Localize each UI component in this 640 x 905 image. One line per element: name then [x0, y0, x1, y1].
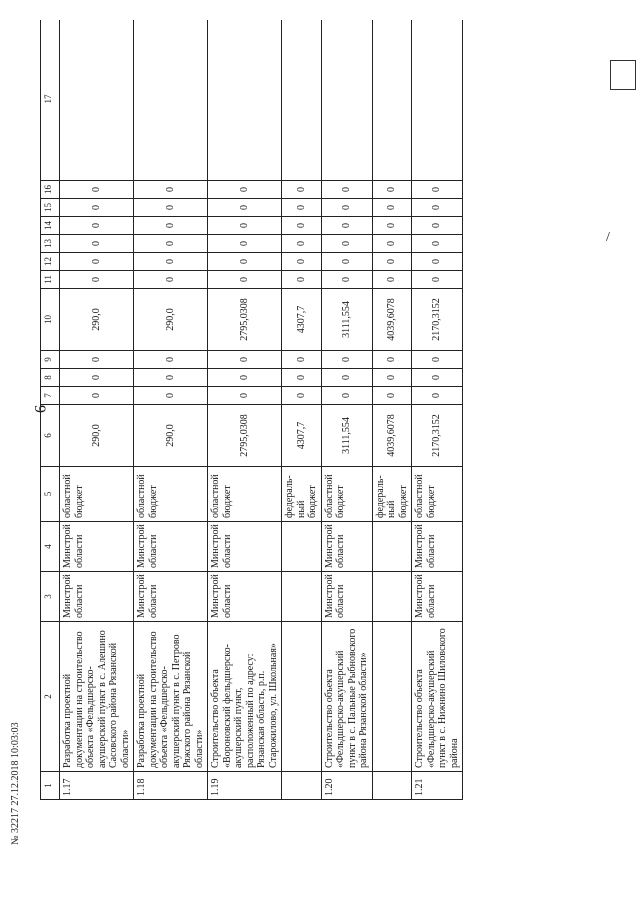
table-cell-c3: Минстрой области: [60, 572, 134, 622]
rotated-table-area: [40, 20, 600, 800]
table-cell-c6: 2170,3152: [412, 405, 463, 467]
table-cell-c7: 0: [134, 387, 208, 405]
table-cell-c6: 290,0: [134, 405, 208, 467]
table-cell-c14: 0: [282, 217, 322, 235]
table-cell-c16: 0: [282, 181, 322, 199]
table-cell-c4: Минстрой области: [60, 522, 134, 572]
table-cell-17: [208, 20, 282, 181]
table-cell-c6: 2795,0308: [208, 405, 282, 467]
table-cell-c14: 0: [208, 217, 282, 235]
table-cell-c9: 0: [60, 351, 134, 369]
table-cell-c14: 0: [60, 217, 134, 235]
table-cell-c8: 0: [372, 369, 412, 387]
table-cell-c15: 0: [412, 199, 463, 217]
table-cell-c14: 0: [412, 217, 463, 235]
column-header: 14: [41, 217, 60, 235]
table-row: [134, 20, 208, 800]
table-cell-c13: 0: [321, 235, 372, 253]
table-cell-c12: 0: [321, 253, 372, 271]
table-cell-c13: 0: [372, 235, 412, 253]
table-cell-c15: 0: [321, 199, 372, 217]
table-row: [372, 20, 412, 800]
corner-stamp: [610, 60, 636, 90]
table-cell-c8: 0: [134, 369, 208, 387]
table-cell-c7: 0: [372, 387, 412, 405]
table-cell-c11: 0: [412, 271, 463, 289]
table-cell-c14: 0: [134, 217, 208, 235]
table-cell-c9: 0: [134, 351, 208, 369]
table-cell-c9: 0: [282, 351, 322, 369]
table-cell-c11: 0: [208, 271, 282, 289]
table-cell-17: [60, 20, 134, 181]
table-cell-c13: 0: [208, 235, 282, 253]
table-cell-c15: 0: [60, 199, 134, 217]
table-cell-c11: 0: [321, 271, 372, 289]
table-cell-c13: 0: [60, 235, 134, 253]
column-header: 8: [41, 369, 60, 387]
table-cell-c5: областной бюджет: [412, 467, 463, 522]
table-cell-c9: 0: [412, 351, 463, 369]
header-row: [41, 20, 60, 800]
table-cell-num: 1.19: [208, 772, 282, 800]
table-cell-c15: 0: [372, 199, 412, 217]
table-cell-name: [282, 622, 322, 772]
table-cell-c13: 0: [282, 235, 322, 253]
table-cell-c8: 0: [208, 369, 282, 387]
table-cell-c4: Минстрой области: [134, 522, 208, 572]
table-cell-c5: областной бюджет: [60, 467, 134, 522]
column-header: 3: [41, 572, 60, 622]
table-cell-c10: 290,0: [134, 289, 208, 351]
table-cell-c5: федераль-ный бюджет: [282, 467, 322, 522]
table-cell-17: [321, 20, 372, 181]
footer-registration: № 32217 27.12.2018 10:03:03: [10, 722, 21, 845]
column-header: 11: [41, 271, 60, 289]
table-cell-name: Строительство объекта «Фельдшерско-акушерский пункт в с. Нижнино Шиловского района: [412, 622, 463, 772]
table-cell-num: 1.20: [321, 772, 372, 800]
table-cell-num: 1.21: [412, 772, 463, 800]
table-cell-c3: Минстрой области: [412, 572, 463, 622]
table-cell-c5: федераль-ный бюджет: [372, 467, 412, 522]
table-cell-c3: Минстрой области: [321, 572, 372, 622]
table-row: [321, 20, 372, 800]
table-cell-num: [282, 772, 322, 800]
page-number: 9: [31, 405, 48, 413]
column-header: 1: [41, 772, 60, 800]
table-cell-c12: 0: [372, 253, 412, 271]
table-cell-c9: 0: [321, 351, 372, 369]
table-cell-c15: 0: [282, 199, 322, 217]
table-cell-c5: областной бюджет: [134, 467, 208, 522]
table-cell-17: [282, 20, 322, 181]
column-header: 13: [41, 235, 60, 253]
margin-mark: /: [606, 230, 610, 245]
table-cell-c16: 0: [412, 181, 463, 199]
table-body: [60, 20, 463, 800]
table-cell-c15: 0: [134, 199, 208, 217]
table-cell-c4: [282, 522, 322, 572]
table-cell-c3: [282, 572, 322, 622]
table-cell-c3: [372, 572, 412, 622]
table-cell-c4: Минстрой области: [412, 522, 463, 572]
column-header: 15: [41, 199, 60, 217]
table-row: [282, 20, 322, 800]
column-header: 6: [41, 405, 60, 467]
table-cell-c16: 0: [60, 181, 134, 199]
table-cell-num: 1.18: [134, 772, 208, 800]
table-cell-c16: 0: [208, 181, 282, 199]
table-cell-c10: 3111,554: [321, 289, 372, 351]
table-cell-name: Строительство объекта «Фельдшерско-акушерский пункт в с. Пальные Рыбновского района Рязанской области»: [321, 622, 372, 772]
table-row: [60, 20, 134, 800]
column-header: 16: [41, 181, 60, 199]
table-cell-name: Разработка проектной документации на строительство объекта «Фельдшерско-акушерский пункт в с. Петрово Ряжского района Рязанской области»: [134, 622, 208, 772]
table-cell-c16: 0: [321, 181, 372, 199]
table-cell-c9: 0: [372, 351, 412, 369]
column-header: 5: [41, 467, 60, 522]
table-cell-name: Разработка проектной документации на строительство объекта «Фельдшерско-акушерский пункт в с. Алешино Сасовского района Рязанской области»: [60, 622, 134, 772]
column-header: 17: [41, 20, 60, 181]
table-cell-c12: 0: [134, 253, 208, 271]
table-cell-c8: 0: [412, 369, 463, 387]
table-cell-c14: 0: [321, 217, 372, 235]
table-cell-c10: 290,0: [60, 289, 134, 351]
table-cell-c10: 2170,3152: [412, 289, 463, 351]
table-cell-c3: Минстрой области: [208, 572, 282, 622]
table-cell-c6: 4307,7: [282, 405, 322, 467]
column-header: 9: [41, 351, 60, 369]
table-cell-c16: 0: [134, 181, 208, 199]
table-cell-c8: 0: [282, 369, 322, 387]
table-cell-c4: Минстрой области: [321, 522, 372, 572]
table-cell-num: [372, 772, 412, 800]
table-cell-c16: 0: [372, 181, 412, 199]
column-header: 4: [41, 522, 60, 572]
table-cell-c11: 0: [372, 271, 412, 289]
table-cell-17: [412, 20, 463, 181]
table-cell-c8: 0: [321, 369, 372, 387]
column-header: 12: [41, 253, 60, 271]
table-cell-c13: 0: [134, 235, 208, 253]
table-cell-c7: 0: [282, 387, 322, 405]
table-cell-c6: 290,0: [60, 405, 134, 467]
table-cell-c12: 0: [208, 253, 282, 271]
table-cell-c7: 0: [412, 387, 463, 405]
column-header: 10: [41, 289, 60, 351]
table-cell-c10: 4307,7: [282, 289, 322, 351]
table-cell-c11: 0: [134, 271, 208, 289]
table-cell-c7: 0: [208, 387, 282, 405]
table-cell-c6: 4039,6078: [372, 405, 412, 467]
table-cell-c8: 0: [60, 369, 134, 387]
table-cell-c13: 0: [412, 235, 463, 253]
table-cell-name: Строительство объекта «Вороновский фельдшерско-акушерский пункт, расположенный по адресу: Рязанская область, р.п. Старожилово, ул. Школьная»: [208, 622, 282, 772]
table-cell-c12: 0: [412, 253, 463, 271]
table-cell-c5: областной бюджет: [208, 467, 282, 522]
table-cell-17: [134, 20, 208, 181]
table-cell-c6: 3111,554: [321, 405, 372, 467]
table-cell-c3: Минстрой области: [134, 572, 208, 622]
budget-table: [40, 20, 463, 800]
table-cell-c7: 0: [60, 387, 134, 405]
table-cell-c4: [372, 522, 412, 572]
table-cell-c5: областной бюджет: [321, 467, 372, 522]
table-cell-c12: 0: [282, 253, 322, 271]
table-cell-c4: Минстрой области: [208, 522, 282, 572]
table-cell-num: 1.17: [60, 772, 134, 800]
table-cell-c14: 0: [372, 217, 412, 235]
column-header: 2: [41, 622, 60, 772]
table-cell-c10: 2795,0308: [208, 289, 282, 351]
table-cell-17: [372, 20, 412, 181]
table-cell-c10: 4039,6078: [372, 289, 412, 351]
table-cell-c15: 0: [208, 199, 282, 217]
column-header: 7: [41, 387, 60, 405]
table-cell-c12: 0: [60, 253, 134, 271]
table-row: [412, 20, 463, 800]
table-cell-c9: 0: [208, 351, 282, 369]
table-cell-name: [372, 622, 412, 772]
table-cell-c7: 0: [321, 387, 372, 405]
table-cell-c11: 0: [282, 271, 322, 289]
table-cell-c11: 0: [60, 271, 134, 289]
table-row: [208, 20, 282, 800]
